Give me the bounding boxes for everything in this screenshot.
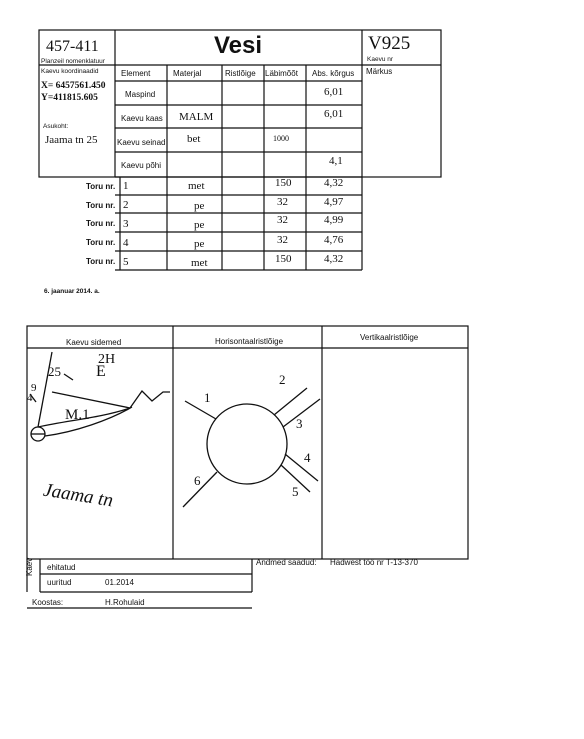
row-elevation: 4,1 bbox=[329, 155, 343, 167]
pipe-elevation: 4,32 bbox=[324, 253, 344, 265]
pipe-number: 3 bbox=[123, 218, 129, 230]
pipe-diameter: 150 bbox=[275, 253, 292, 265]
pipe-number: 1 bbox=[123, 180, 129, 192]
pipe-number: 5 bbox=[123, 256, 129, 268]
author-label: Koostas: bbox=[32, 598, 64, 607]
sketch-col-vertical: Vertikaalristlõige bbox=[360, 333, 419, 342]
well-code: V925 bbox=[368, 33, 411, 54]
map-sheet-caption: Planzeil nomenklatuur bbox=[41, 58, 105, 65]
header-element: Element bbox=[121, 69, 151, 78]
inspected-label: uuritud bbox=[47, 578, 72, 587]
map-sheet-number: 457-411 bbox=[46, 38, 99, 55]
row-material: MALM bbox=[179, 111, 214, 123]
pipe-material: met bbox=[191, 257, 208, 269]
sketch-col-connections: Kaevu sidemed bbox=[66, 338, 122, 347]
pipe-number: 4 bbox=[123, 237, 129, 249]
header-elevation: Abs. kõrgus bbox=[312, 69, 355, 78]
pipe-material: pe bbox=[194, 219, 205, 231]
footer-side-label: Kaev bbox=[25, 557, 34, 576]
row-element: Kaevu seinad bbox=[117, 138, 166, 147]
row-diameter: 1000 bbox=[273, 134, 289, 143]
pipe-label: Toru nr. bbox=[86, 219, 116, 228]
pipe-elevation: 4,97 bbox=[324, 196, 344, 208]
location-value: Jaama tn 25 bbox=[45, 134, 98, 146]
pipe-label-5: 5 bbox=[292, 484, 299, 499]
y-coordinate: Y=411815.605 bbox=[41, 93, 98, 103]
well-code-caption: Kaevu nr bbox=[367, 56, 394, 63]
handwritten-street: Jaama tn bbox=[41, 479, 115, 512]
pipe-material: met bbox=[188, 180, 205, 192]
handwritten-e: E bbox=[96, 363, 106, 380]
header-diameter: Läbimõõt bbox=[265, 69, 298, 78]
pipe-material: pe bbox=[194, 200, 205, 212]
handwritten-25: 25 bbox=[48, 364, 61, 379]
pipe-label: Toru nr. bbox=[86, 257, 116, 266]
built-label: ehitatud bbox=[47, 563, 76, 572]
row-element: Kaevu kaas bbox=[121, 114, 163, 123]
row-elevation: 6,01 bbox=[324, 86, 344, 98]
pipe-label-2: 2 bbox=[279, 372, 286, 387]
source-value: Hadwest töö nr T-13-370 bbox=[330, 558, 418, 567]
pipe-diameter: 150 bbox=[275, 177, 292, 189]
pipe-material: pe bbox=[194, 238, 205, 250]
location-label: Asukoht: bbox=[43, 123, 69, 130]
pipe-elevation: 4,99 bbox=[324, 214, 344, 226]
row-material: bet bbox=[187, 133, 201, 145]
header-material: Materjal bbox=[173, 69, 202, 78]
pipe-label-3: 3 bbox=[296, 416, 303, 431]
author-value: H.Rohulaid bbox=[105, 598, 145, 607]
pipe-number: 2 bbox=[123, 199, 129, 211]
pipe-diameter: 32 bbox=[277, 196, 288, 208]
pipe-label-4: 4 bbox=[304, 450, 311, 465]
handwritten-2h: 2H bbox=[98, 352, 116, 367]
sketch-col-horizontal: Horisontaalristlõige bbox=[215, 337, 284, 346]
header-remarks: Märkus bbox=[366, 67, 393, 76]
header-cross-section: Ristlõige bbox=[225, 69, 256, 78]
x-coordinate: X= 6457561.450 bbox=[41, 81, 106, 91]
coord-label: Kaevu koordinaadid bbox=[41, 68, 99, 75]
source-label: Andmed saadud: bbox=[256, 558, 317, 567]
handwritten-m1: M.1 bbox=[65, 407, 90, 423]
pipe-diameter: 32 bbox=[277, 214, 288, 226]
row-elevation: 6,01 bbox=[324, 108, 344, 120]
pipe-elevation: 4,32 bbox=[324, 177, 344, 189]
handwritten-9: 9 bbox=[31, 382, 37, 394]
pipe-label-6: 6 bbox=[194, 473, 201, 488]
pipe-label: Toru nr. bbox=[86, 201, 116, 210]
handwritten-4: 4 bbox=[27, 392, 33, 404]
pipe-elevation: 4,76 bbox=[324, 234, 344, 246]
date-note: 6. jaanuar 2014. a. bbox=[44, 288, 100, 295]
pipe-diameter: 32 bbox=[277, 234, 288, 246]
row-element: Maspind bbox=[125, 90, 156, 99]
pipe-label: Toru nr. bbox=[86, 182, 116, 191]
page-title: Vesi bbox=[214, 32, 263, 59]
pipe-label: Toru nr. bbox=[86, 238, 116, 247]
inspected-value: 01.2014 bbox=[105, 578, 134, 587]
row-element: Kaevu põhi bbox=[121, 161, 162, 170]
pipe-label-1: 1 bbox=[204, 390, 211, 405]
